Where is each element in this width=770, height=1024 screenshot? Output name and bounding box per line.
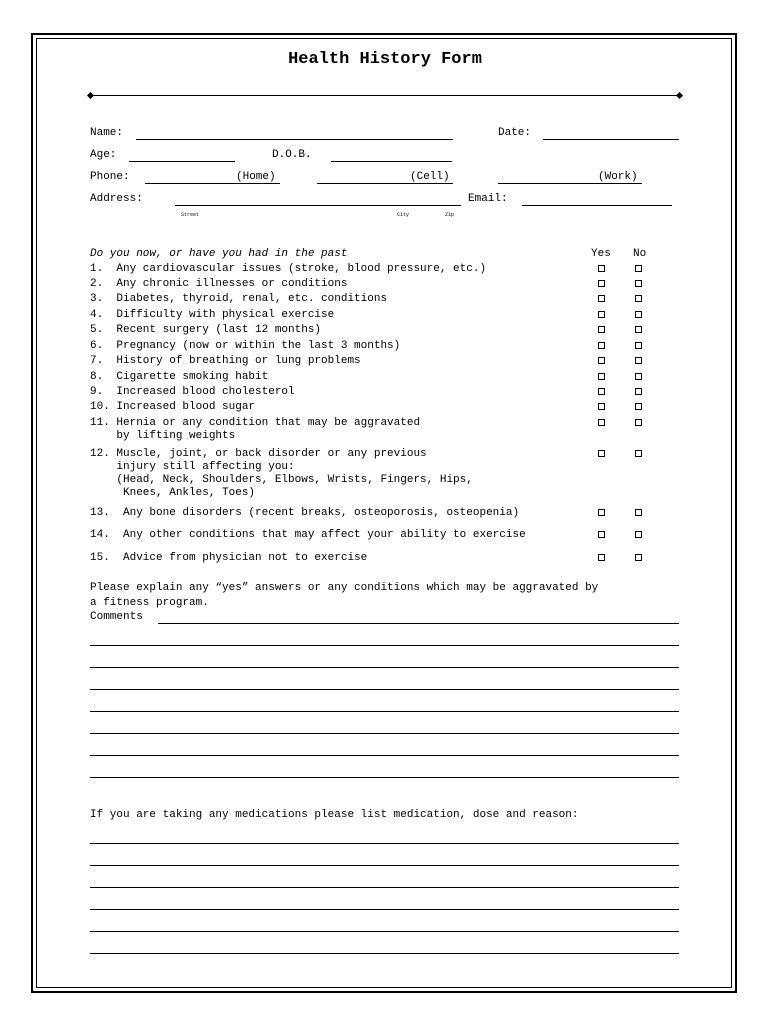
phone-label: Phone: xyxy=(90,171,130,183)
question-8-text: 8. Cigarette smoking habit xyxy=(90,371,269,383)
question-12-text: (Head, Neck, Shoulders, Elbows, Wrists, Fingers, Hips, xyxy=(90,474,473,486)
address-label: Address: xyxy=(90,193,143,205)
medications-label: If you are taking any medications please list medication, dose and reason: xyxy=(90,809,579,821)
question-9-yes-checkbox[interactable] xyxy=(598,388,605,395)
questions-header: Do you now, or have you had in the past xyxy=(90,248,348,260)
question-12-no-checkbox[interactable] xyxy=(635,450,642,457)
explain-line-1: Please explain any “yes” answers or any conditions which may be aggravated by xyxy=(90,582,599,594)
question-7-yes-checkbox[interactable] xyxy=(598,357,605,364)
question-3-text: 3. Diabetes, thyroid, renal, etc. conditions xyxy=(90,293,388,305)
question-5-no-checkbox[interactable] xyxy=(635,326,642,333)
dob-field[interactable] xyxy=(331,161,452,162)
age-label: Age: xyxy=(90,149,117,161)
question-10-yes-checkbox[interactable] xyxy=(598,403,605,410)
no-column-header: No xyxy=(633,248,647,260)
question-5-yes-checkbox[interactable] xyxy=(598,326,605,333)
question-2-yes-checkbox[interactable] xyxy=(598,280,605,287)
question-15-yes-checkbox[interactable] xyxy=(598,554,605,561)
zip-caption: Zip xyxy=(445,212,455,218)
email-label: Email: xyxy=(468,193,508,205)
form-title: Health History Form xyxy=(288,50,482,69)
dob-label: D.O.B. xyxy=(272,149,312,161)
question-10-text: 10. Increased blood sugar xyxy=(90,401,256,413)
question-12-text: Knees, Ankles, Toes) xyxy=(90,487,256,499)
question-14-yes-checkbox[interactable] xyxy=(598,531,605,538)
comments-line[interactable] xyxy=(90,667,679,668)
comments-line[interactable] xyxy=(90,645,679,646)
question-6-text: 6. Pregnancy (now or within the last 3 months) xyxy=(90,340,401,352)
question-9-no-checkbox[interactable] xyxy=(635,388,642,395)
question-1-yes-checkbox[interactable] xyxy=(598,265,605,272)
date-label: Date: xyxy=(498,127,532,139)
question-15-text: 15. Advice from physician not to exercise xyxy=(90,552,368,564)
question-1-no-checkbox[interactable] xyxy=(635,265,642,272)
question-8-yes-checkbox[interactable] xyxy=(598,373,605,380)
cell-label: (Cell) xyxy=(410,171,450,183)
address-field[interactable] xyxy=(175,205,461,206)
question-6-no-checkbox[interactable] xyxy=(635,342,642,349)
comments-line[interactable] xyxy=(90,689,679,690)
medications-line[interactable] xyxy=(90,865,679,866)
question-8-no-checkbox[interactable] xyxy=(635,373,642,380)
question-12-yes-checkbox[interactable] xyxy=(598,450,605,457)
email-field[interactable] xyxy=(522,205,672,206)
question-15-no-checkbox[interactable] xyxy=(635,554,642,561)
question-13-no-checkbox[interactable] xyxy=(635,509,642,516)
question-7-text: 7. History of breathing or lung problems xyxy=(90,355,361,367)
comments-label: Comments xyxy=(90,611,143,623)
question-14-no-checkbox[interactable] xyxy=(635,531,642,538)
home-label: (Home) xyxy=(236,171,276,183)
medications-line[interactable] xyxy=(90,931,679,932)
city-caption: City xyxy=(397,212,410,218)
question-1-text: 1. Any cardiovascular issues (stroke, blood pressure, etc.) xyxy=(90,263,487,275)
question-3-no-checkbox[interactable] xyxy=(635,295,642,302)
question-4-text: 4. Difficulty with physical exercise xyxy=(90,309,335,321)
title-divider xyxy=(91,95,679,96)
name-label: Name: xyxy=(90,127,124,139)
question-7-no-checkbox[interactable] xyxy=(635,357,642,364)
medications-line[interactable] xyxy=(90,909,679,910)
question-9-text: 9. Increased blood cholesterol xyxy=(90,386,295,398)
question-4-yes-checkbox[interactable] xyxy=(598,311,605,318)
explain-line-2: a fitness program. xyxy=(90,597,209,609)
question-12-text: injury still affecting you: xyxy=(90,461,295,473)
question-5-text: 5. Recent surgery (last 12 months) xyxy=(90,324,322,336)
name-field[interactable] xyxy=(136,139,453,140)
date-field[interactable] xyxy=(543,139,679,140)
question-14-text: 14. Any other conditions that may affect your ability to exercise xyxy=(90,529,526,541)
question-11-yes-checkbox[interactable] xyxy=(598,419,605,426)
comments-line[interactable] xyxy=(90,777,679,778)
question-6-yes-checkbox[interactable] xyxy=(598,342,605,349)
question-11-text: by lifting weights xyxy=(90,430,236,442)
comments-field[interactable] xyxy=(158,623,679,624)
question-3-yes-checkbox[interactable] xyxy=(598,295,605,302)
question-4-no-checkbox[interactable] xyxy=(635,311,642,318)
comments-line[interactable] xyxy=(90,711,679,712)
question-13-yes-checkbox[interactable] xyxy=(598,509,605,516)
question-11-text: 11. Hernia or any condition that may be aggravated xyxy=(90,417,421,429)
question-2-no-checkbox[interactable] xyxy=(635,280,642,287)
comments-line[interactable] xyxy=(90,733,679,734)
comments-line[interactable] xyxy=(90,755,679,756)
yes-column-header: Yes xyxy=(591,248,611,260)
medications-line[interactable] xyxy=(90,953,679,954)
question-2-text: 2. Any chronic illnesses or conditions xyxy=(90,278,348,290)
work-label: (Work) xyxy=(598,171,638,183)
medications-line[interactable] xyxy=(90,887,679,888)
question-11-no-checkbox[interactable] xyxy=(635,419,642,426)
street-caption: Street xyxy=(181,212,200,218)
question-13-text: 13. Any bone disorders (recent breaks, osteoporosis, osteopenia) xyxy=(90,507,520,519)
question-12-text: 12. Muscle, joint, or back disorder or any previous xyxy=(90,448,427,460)
age-field[interactable] xyxy=(129,161,235,162)
question-10-no-checkbox[interactable] xyxy=(635,403,642,410)
medications-line[interactable] xyxy=(90,843,679,844)
